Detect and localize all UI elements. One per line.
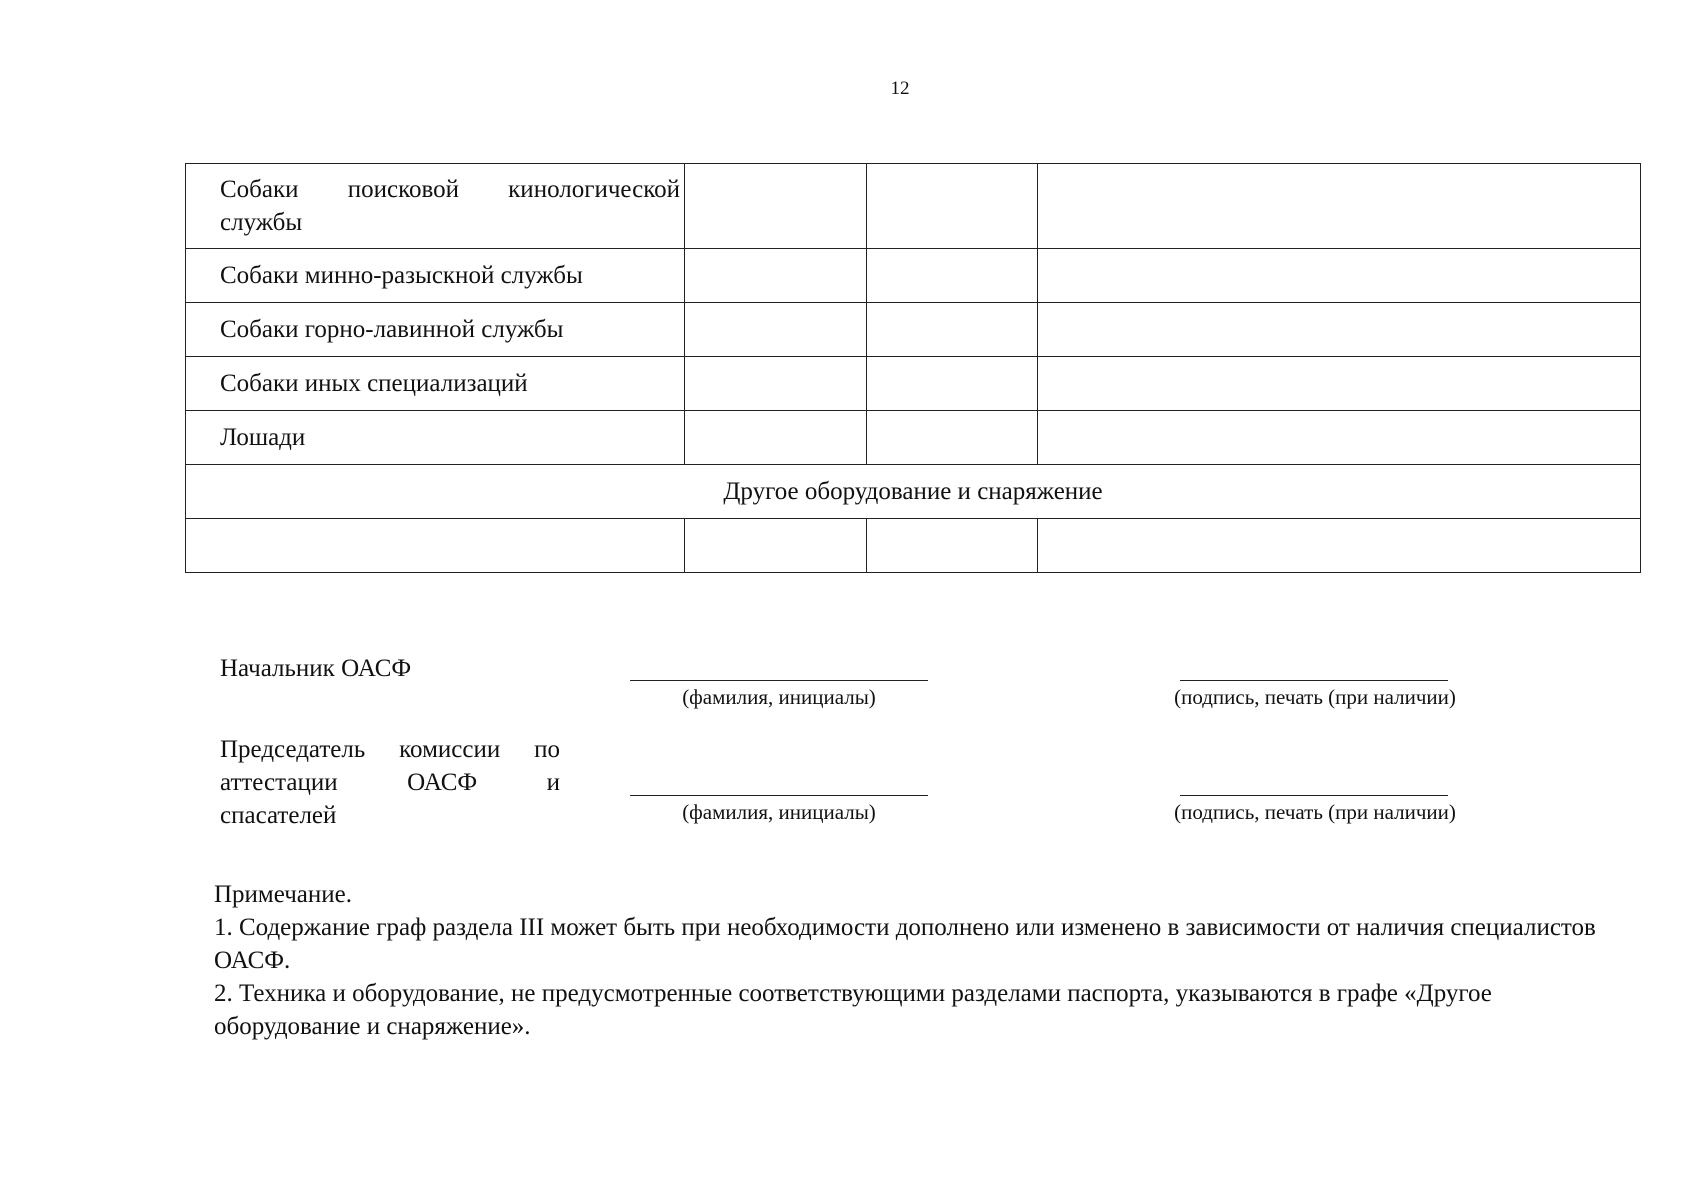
table-cell [1038,164,1641,249]
table-cell [867,411,1038,465]
table-cell [1038,303,1641,357]
row-label-cell [186,249,685,303]
row-label-cell [186,357,685,411]
table-cell [685,357,867,411]
row-label-cell [186,411,685,465]
row-label: Лошади [220,424,306,451]
table-row [186,249,1641,303]
table-cell [867,249,1038,303]
role-line: Председатель комиссии по [220,736,560,763]
table-cell [685,519,867,573]
note-item: 1. Содержание граф раздела III может быть при необходимости дополнено или изменено в зависимости от наличия специалистов ОАСФ. [214,914,1596,974]
table-row [186,357,1641,411]
row-label: Собаки минно-разыскной службы [220,262,583,289]
name-caption: (фамилия, инициалы) [682,800,876,824]
table-row [186,519,1641,573]
table-cell [685,164,867,249]
row-label: Собаки горно-лавинной службы [220,316,564,343]
name-line [630,680,928,681]
table-cell [685,249,867,303]
signature-role-chairman [220,733,560,832]
signature-line [1180,680,1448,681]
table-cell [1038,249,1641,303]
table-row [186,411,1641,465]
row-label: Собаки иных специализаций [220,370,528,397]
table-cell [1038,411,1641,465]
role-line: спасателей [220,802,337,829]
table-cell [685,411,867,465]
note-heading: Примечание. [214,881,353,908]
table-cell [1038,357,1641,411]
table-cell [186,519,685,573]
row-label: Собаки поисковой кинологической службы [220,176,680,236]
row-label-cell [186,164,685,249]
signature-line [1180,795,1448,796]
note-item: 2. Техника и оборудование, не предусмотренные соответствующими разделами паспорта, указываются в графе «Другое оборудование и снаряжение». [214,980,1492,1040]
page-number: 12 [890,78,910,99]
table-cell [867,303,1038,357]
section-heading-row [186,465,1641,519]
signature-caption: (подпись, печать (при наличии) [1174,800,1456,824]
assets-table [185,163,1641,573]
table-cell [1038,519,1641,573]
name-line [630,795,928,796]
assets-table-container [185,163,1640,573]
row-label-cell [186,303,685,357]
table-cell [867,164,1038,249]
table-row [186,164,1641,249]
table-cell [685,303,867,357]
note-block [214,878,1614,1043]
table-cell [867,519,1038,573]
role-line: аттестации ОАСФ и [220,769,560,796]
table-row [186,303,1641,357]
section-heading: Другое оборудование и снаряжение [186,465,1641,519]
name-caption: (фамилия, инициалы) [682,685,876,709]
table-cell [867,357,1038,411]
signature-caption: (подпись, печать (при наличии) [1174,685,1456,709]
signature-role-head: Начальник ОАСФ [220,655,412,682]
